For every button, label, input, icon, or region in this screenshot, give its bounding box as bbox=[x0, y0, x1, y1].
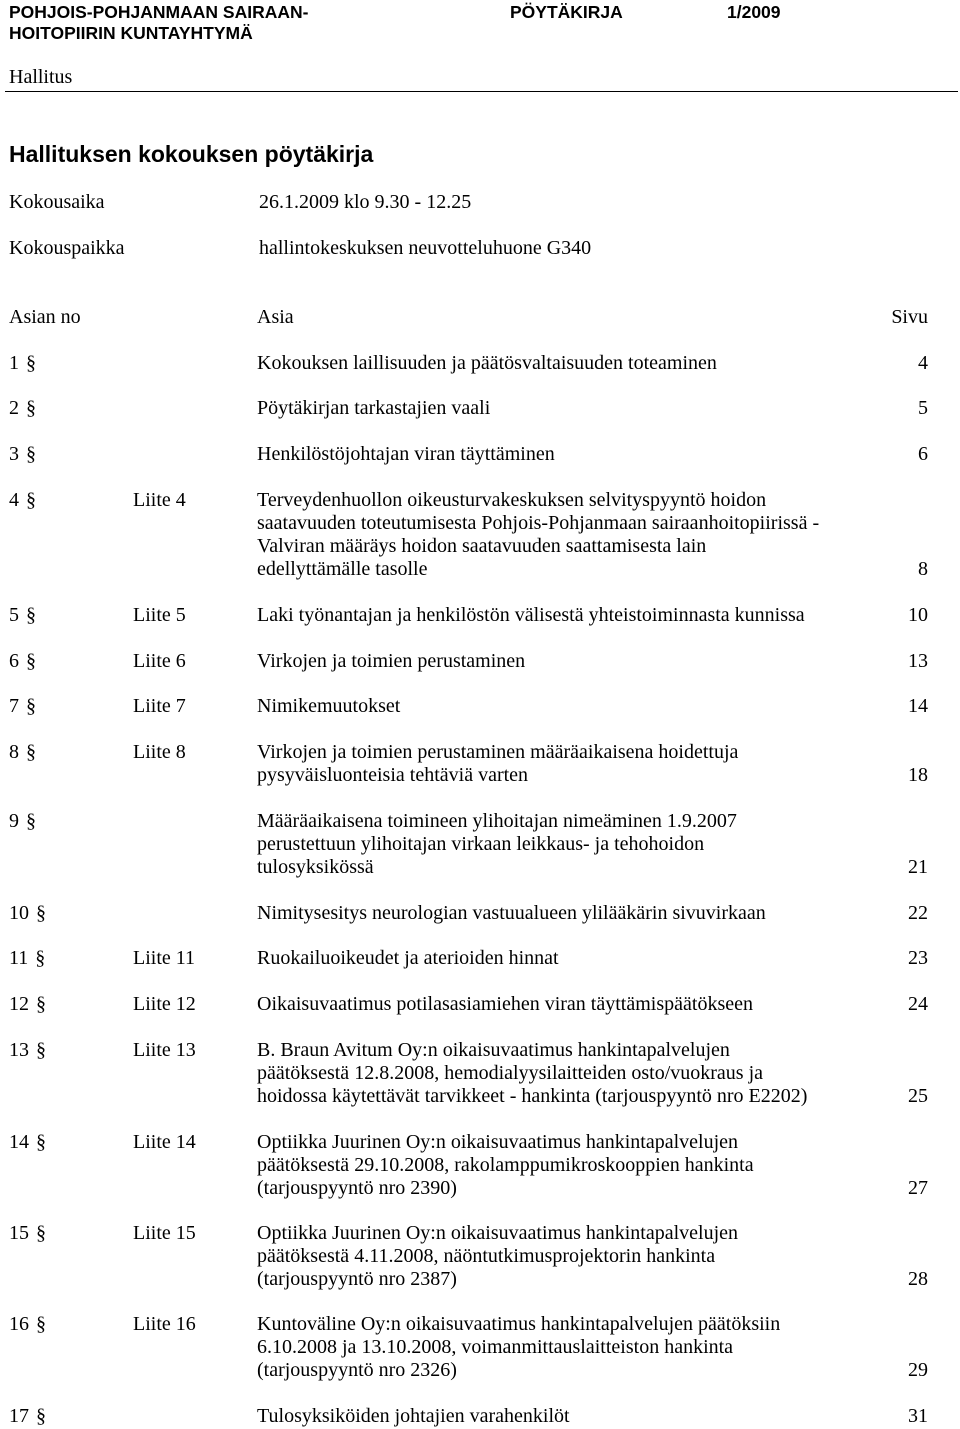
item-subject bbox=[257, 489, 907, 581]
item-number bbox=[9, 489, 36, 512]
item-page: 27 bbox=[908, 1177, 928, 1199]
item-subject bbox=[257, 902, 907, 925]
item-number-value: 7 bbox=[9, 695, 19, 717]
column-header-subject: Asia bbox=[257, 306, 294, 328]
item-number bbox=[9, 604, 36, 627]
item-page: 14 bbox=[908, 695, 928, 717]
item-number-value: 12 bbox=[9, 993, 29, 1015]
item-subject-line: Pöytäkirjan tarkastajien vaali bbox=[257, 397, 491, 419]
item-page: 31 bbox=[908, 1405, 928, 1427]
item-page: 5 bbox=[918, 397, 928, 419]
item-subject bbox=[257, 993, 907, 1016]
item-subject-line: päätöksestä 12.8.2008, hemodialyysilaitteiden osto/vuokraus ja bbox=[257, 1062, 764, 1084]
item-attachment: Liite 4 bbox=[133, 489, 186, 511]
item-subject-line: Valviran määräys hoidon saatavuuden saattamisesta lain bbox=[257, 535, 707, 557]
item-subject-line: (tarjouspyyntö nro 2326) bbox=[257, 1359, 457, 1381]
section-sign: § bbox=[26, 604, 36, 626]
item-attachment: Liite 8 bbox=[133, 741, 186, 763]
item-attachment: Liite 7 bbox=[133, 695, 186, 717]
item-subject-line: edellyttämälle tasolle bbox=[257, 558, 428, 580]
item-number-value: 17 bbox=[9, 1405, 29, 1427]
item-subject-line: Nimikemuutokset bbox=[257, 695, 401, 717]
item-attachment: Liite 12 bbox=[133, 993, 196, 1015]
item-number bbox=[9, 741, 36, 764]
item-subject-line: Laki työnantajan ja henkilöstön välisestä yhteistoiminnasta kunnissa bbox=[257, 604, 805, 626]
item-page: 29 bbox=[908, 1359, 928, 1381]
item-number bbox=[9, 902, 46, 925]
section-sign: § bbox=[26, 443, 36, 465]
item-subject bbox=[257, 604, 907, 627]
item-number bbox=[9, 650, 36, 673]
item-number-value: 14 bbox=[9, 1131, 29, 1153]
item-number-value: 3 bbox=[9, 443, 19, 465]
item-number bbox=[9, 1222, 46, 1245]
item-subject bbox=[257, 443, 907, 466]
item-number-value: 6 bbox=[9, 650, 19, 672]
item-number-value: 8 bbox=[9, 741, 19, 763]
item-subject-line: Nimitysesitys neurologian vastuualueen ylilääkärin sivuvirkaan bbox=[257, 902, 766, 924]
item-subject bbox=[257, 1131, 907, 1200]
section-sign: § bbox=[36, 1405, 46, 1427]
section-sign: § bbox=[36, 902, 46, 924]
column-header-page: Sivu bbox=[891, 306, 928, 328]
item-number-value: 9 bbox=[9, 810, 19, 832]
item-subject bbox=[257, 1313, 907, 1382]
item-attachment: Liite 13 bbox=[133, 1039, 196, 1061]
column-header-number: Asian no bbox=[9, 306, 81, 328]
item-page: 13 bbox=[908, 650, 928, 672]
item-subject-line: Ruokailuoikeudet ja aterioiden hinnat bbox=[257, 947, 559, 969]
item-subject-line: pysyväisluonteisia tehtäviä varten bbox=[257, 764, 529, 786]
item-page: 6 bbox=[918, 443, 928, 465]
item-page: 10 bbox=[908, 604, 928, 626]
item-subject-line: päätöksestä 4.11.2008, näöntutkimusprojektorin hankinta bbox=[257, 1245, 716, 1267]
item-number bbox=[9, 810, 36, 833]
item-page: 22 bbox=[908, 902, 928, 924]
item-subject bbox=[257, 741, 907, 787]
organization-name-line1: POHJOIS-POHJANMAAN SAIRAAN- bbox=[9, 2, 309, 22]
item-attachment: Liite 5 bbox=[133, 604, 186, 626]
item-number-value: 11 bbox=[9, 947, 29, 969]
item-subject bbox=[257, 1039, 907, 1108]
item-subject-line: päätöksestä 29.10.2008, rakolamppumikroskooppien hankinta bbox=[257, 1154, 754, 1176]
section-sign: § bbox=[26, 352, 36, 374]
item-subject-line: Optiikka Juurinen Oy:n oikaisuvaatimus hankintapalvelujen bbox=[257, 1222, 739, 1244]
item-page: 23 bbox=[908, 947, 928, 969]
item-number-value: 15 bbox=[9, 1222, 29, 1244]
item-subject-line: tulosyksikössä bbox=[257, 856, 374, 878]
item-page: 24 bbox=[908, 993, 928, 1015]
item-page: 4 bbox=[918, 352, 928, 374]
page-title: Hallituksen kokouksen pöytäkirja bbox=[9, 141, 374, 167]
item-number-value: 4 bbox=[9, 489, 19, 511]
item-number-value: 16 bbox=[9, 1313, 29, 1335]
item-subject-line: Terveydenhuollon oikeusturvakeskuksen selvityspyyntö hoidon bbox=[257, 489, 767, 511]
item-attachment: Liite 15 bbox=[133, 1222, 196, 1244]
section-sign: § bbox=[36, 993, 46, 1015]
item-page: 25 bbox=[908, 1085, 928, 1107]
item-number bbox=[9, 1405, 46, 1428]
item-page: 18 bbox=[908, 764, 928, 786]
item-subject bbox=[257, 352, 907, 375]
item-attachment: Liite 14 bbox=[133, 1131, 196, 1153]
item-page: 28 bbox=[908, 1268, 928, 1290]
section-name: Hallitus bbox=[9, 66, 73, 88]
item-number bbox=[9, 352, 36, 375]
item-subject bbox=[257, 947, 907, 970]
item-subject-line: Oikaisuvaatimus potilasasiamiehen viran täyttämispäätökseen bbox=[257, 993, 753, 1015]
item-number bbox=[9, 397, 36, 420]
section-sign: § bbox=[36, 1039, 46, 1061]
item-attachment: Liite 16 bbox=[133, 1313, 196, 1335]
meeting-place-label: Kokouspaikka bbox=[9, 237, 125, 259]
section-sign: § bbox=[26, 397, 36, 419]
item-subject-line: Määräaikaisena toimineen ylihoitajan nimeäminen 1.9.2007 bbox=[257, 810, 737, 832]
item-subject bbox=[257, 397, 907, 420]
item-number-value: 13 bbox=[9, 1039, 29, 1061]
item-subject-line: hoidossa käytettävät tarvikkeet - hankinta (tarjouspyyntö nro E2202) bbox=[257, 1085, 808, 1107]
item-number bbox=[9, 1039, 46, 1062]
section-sign: § bbox=[35, 947, 46, 969]
item-subject bbox=[257, 650, 907, 673]
item-page: 8 bbox=[918, 558, 928, 580]
item-subject-line: Tulosyksiköiden johtajien varahenkilöt bbox=[257, 1405, 570, 1427]
item-subject-line: Henkilöstöjohtajan viran täyttäminen bbox=[257, 443, 555, 465]
item-subject-line: B. Braun Avitum Oy:n oikaisuvaatimus hankintapalvelujen bbox=[257, 1039, 730, 1061]
item-attachment: Liite 11 bbox=[133, 947, 196, 969]
item-subject bbox=[257, 1405, 907, 1428]
document-number: 1/2009 bbox=[727, 2, 781, 22]
item-number-value: 5 bbox=[9, 604, 19, 626]
item-number-value: 2 bbox=[9, 397, 19, 419]
item-subject bbox=[257, 695, 907, 718]
meeting-place-value: hallintokeskuksen neuvotteluhuone G340 bbox=[259, 237, 592, 259]
item-subject-line: perustettuun ylihoitajan virkaan leikkaus- ja tehohoidon bbox=[257, 833, 705, 855]
organization-name-line2: HOITOPIIRIN KUNTAYHTYMÄ bbox=[9, 23, 253, 43]
item-subject-line: Virkojen ja toimien perustaminen määräaikaisena hoidettuja bbox=[257, 741, 739, 763]
item-subject-line: Kokouksen laillisuuden ja päätösvaltaisuuden toteaminen bbox=[257, 352, 717, 374]
meeting-time-label: Kokousaika bbox=[9, 191, 105, 213]
item-subject-line: (tarjouspyyntö nro 2387) bbox=[257, 1268, 457, 1290]
item-subject-line: (tarjouspyyntö nro 2390) bbox=[257, 1177, 457, 1199]
item-page: 21 bbox=[908, 856, 928, 878]
meeting-time-value: 26.1.2009 klo 9.30 - 12.25 bbox=[259, 191, 472, 213]
item-subject-line: 6.10.2008 ja 13.10.2008, voimanmittauslaitteiston hankinta bbox=[257, 1336, 734, 1358]
item-number-value: 1 bbox=[9, 352, 19, 374]
item-number-value: 10 bbox=[9, 902, 29, 924]
item-number bbox=[9, 947, 45, 970]
item-subject-line: Virkojen ja toimien perustaminen bbox=[257, 650, 526, 672]
section-sign: § bbox=[26, 695, 36, 717]
item-subject-line: Kuntoväline Oy:n oikaisuvaatimus hankintapalvelujen päätöksiin bbox=[257, 1313, 781, 1335]
item-subject bbox=[257, 810, 907, 879]
item-number bbox=[9, 443, 36, 466]
document-type: PÖYTÄKIRJA bbox=[510, 2, 623, 22]
section-sign: § bbox=[26, 650, 36, 672]
section-sign: § bbox=[36, 1313, 46, 1335]
section-sign: § bbox=[36, 1222, 46, 1244]
item-number bbox=[9, 1313, 46, 1336]
item-subject-line: Optiikka Juurinen Oy:n oikaisuvaatimus hankintapalvelujen bbox=[257, 1131, 739, 1153]
item-number bbox=[9, 695, 36, 718]
section-sign: § bbox=[26, 489, 36, 511]
item-attachment: Liite 6 bbox=[133, 650, 186, 672]
item-number bbox=[9, 1131, 46, 1154]
item-subject bbox=[257, 1222, 907, 1291]
section-sign: § bbox=[26, 810, 36, 832]
section-sign: § bbox=[36, 1131, 46, 1153]
item-number bbox=[9, 993, 46, 1016]
item-subject-line: saatavuuden toteutumisesta Pohjois-Pohjanmaan sairaanhoitopiirissä - bbox=[257, 512, 820, 534]
section-sign: § bbox=[26, 741, 36, 763]
